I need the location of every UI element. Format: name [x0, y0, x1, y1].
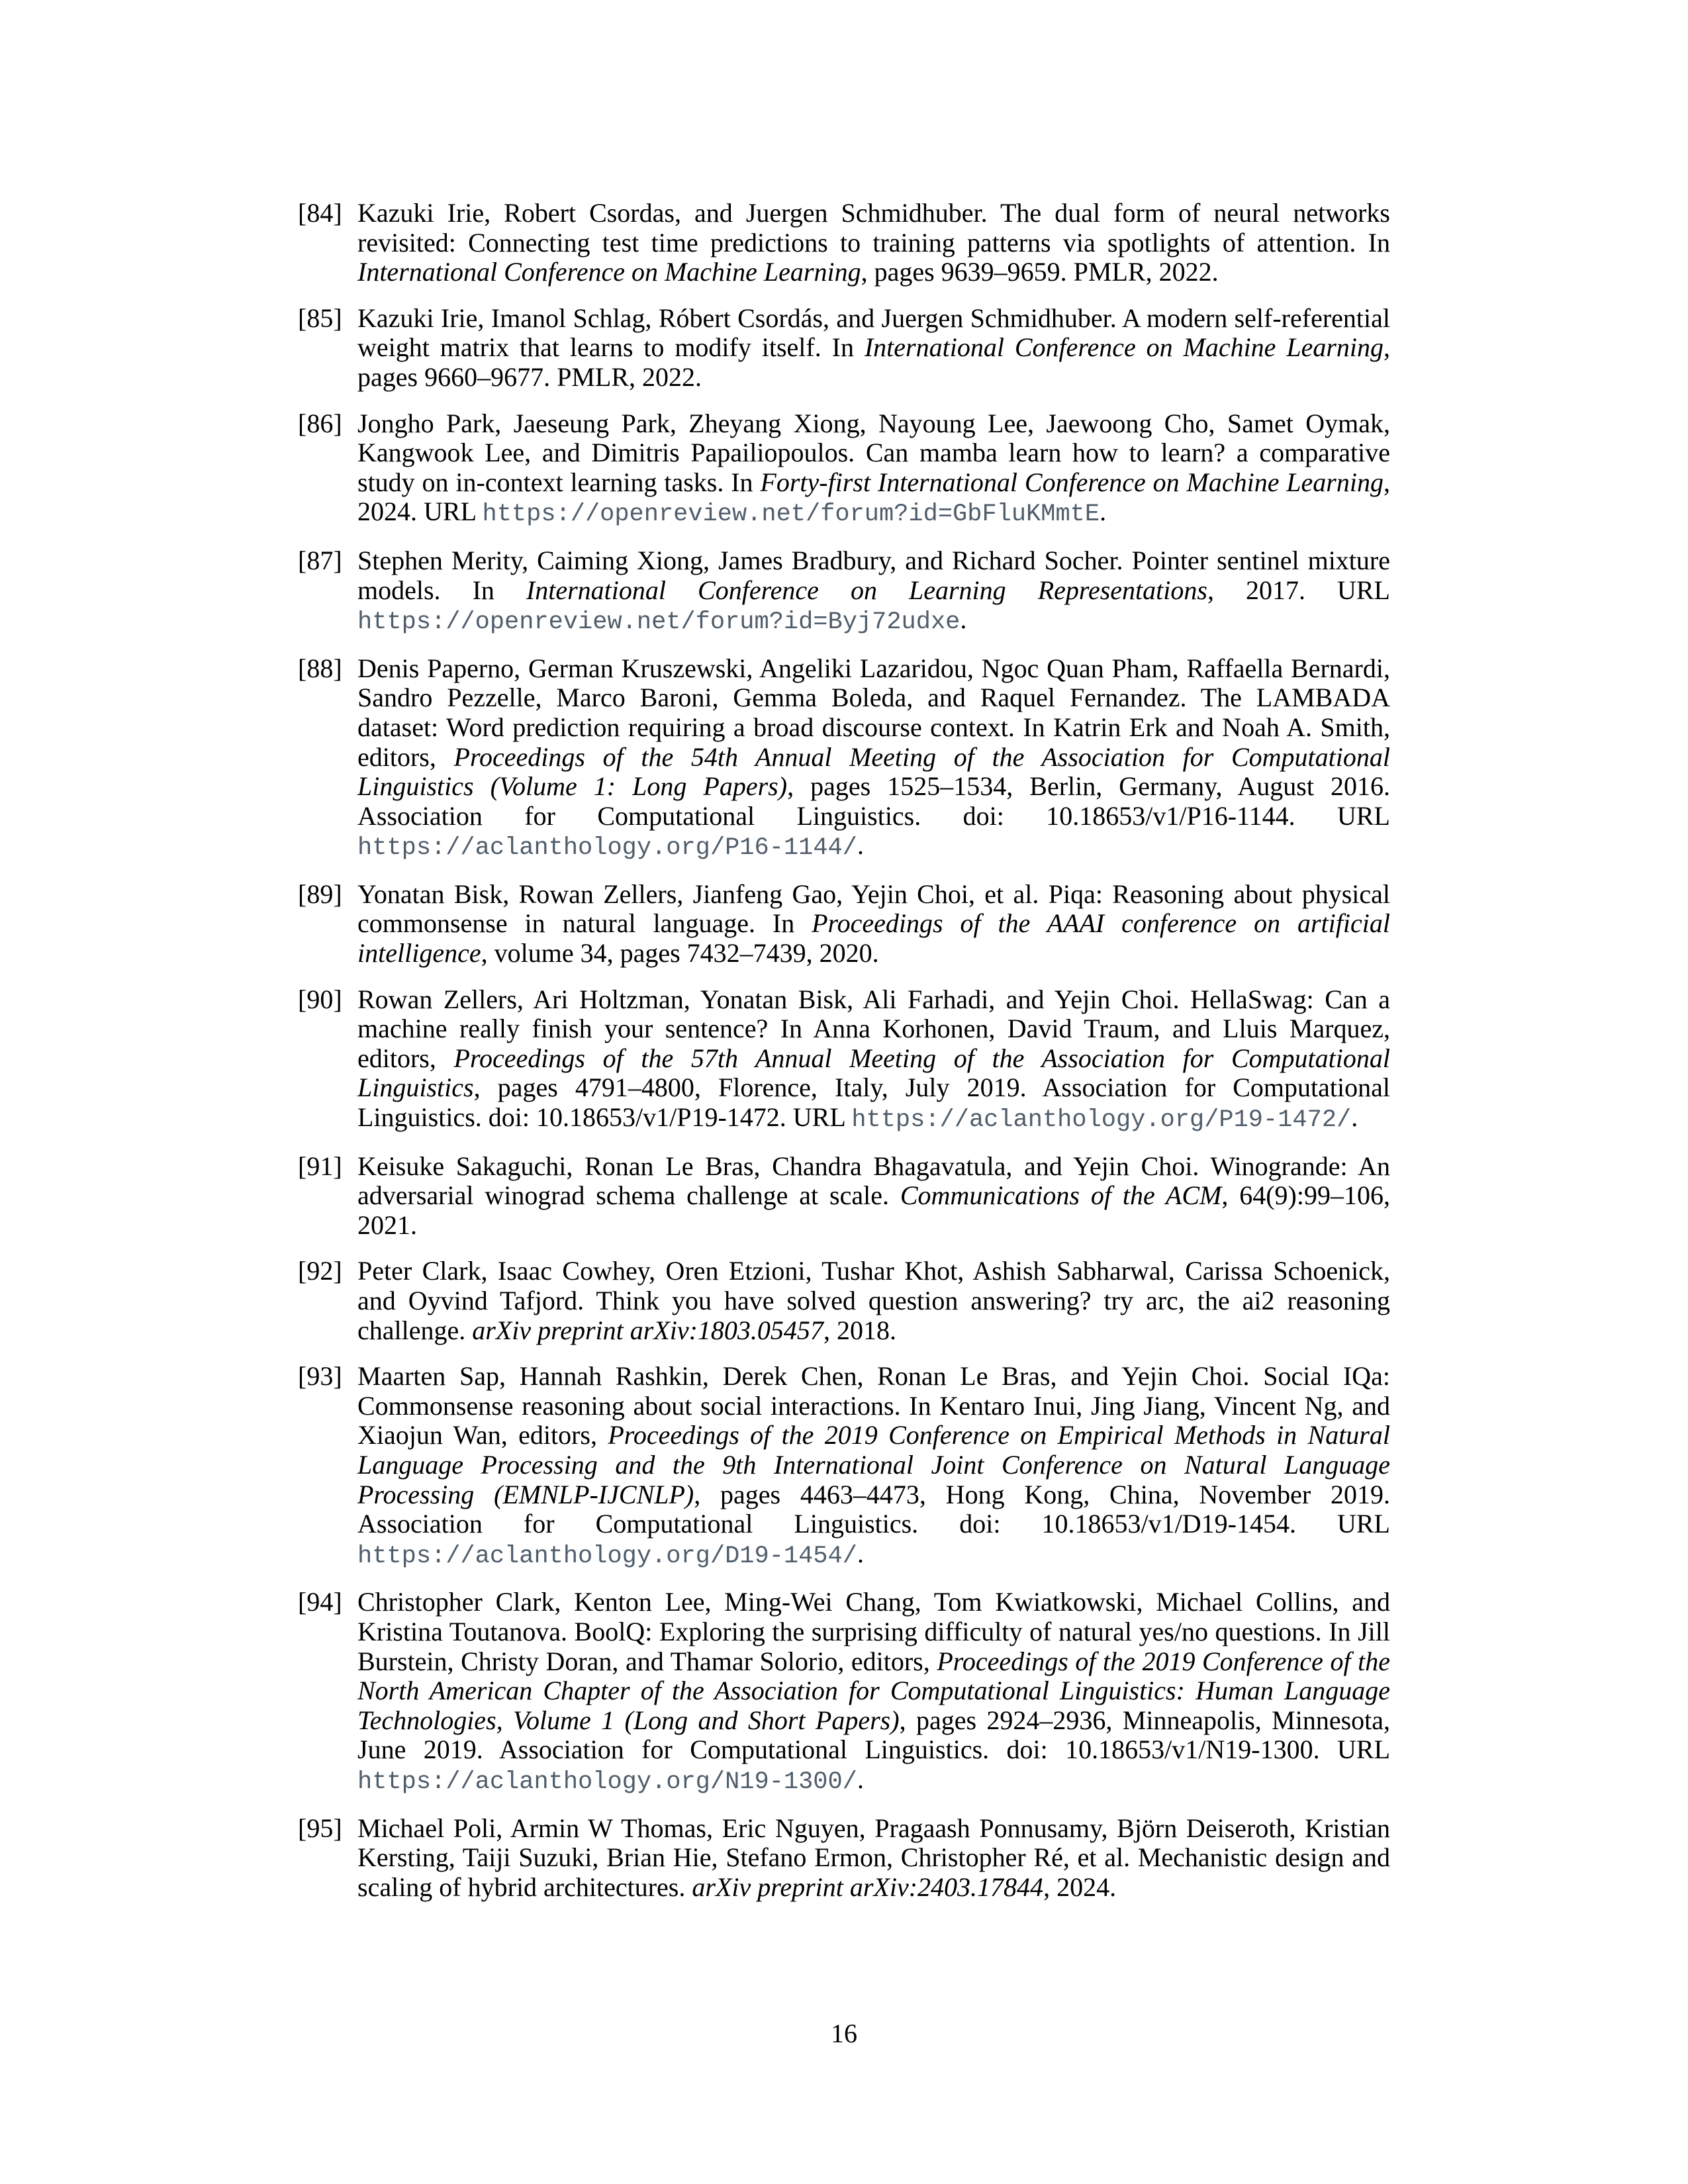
- reference-text: , pages 9660–9677. PMLR, 2022.: [357, 332, 1391, 392]
- reference-venue: Proceedings of the 57th Annual Meeting of the Association for Computational Linguistics: [357, 1043, 1390, 1103]
- reference-text: Jongho Park, Jaeseung Park, Zheyang Xiong, Nayoung Lee, Jaewoong Cho, Samet Oymak, Kangwook Lee, and Dimitris Papailiopoulos. Can mamba learn how to learn? a comparative study on in-context learning tasks. In: [357, 408, 1390, 497]
- reference-venue: Proceedings of the 54th Annual Meeting of the Association for Computational Linguistics (Volume 1: Long Papers): [357, 741, 1390, 802]
- reference-entry: [298, 304, 1390, 393]
- reference-entry: [298, 985, 1390, 1135]
- reference-number: [95]: [298, 1813, 342, 1843]
- reference-url-link[interactable]: https://aclanthology.org/P19-1472/: [851, 1106, 1352, 1135]
- reference-text: .: [857, 830, 864, 861]
- page-number: 16: [831, 2018, 857, 2048]
- reference-text: , pages 1525–1534, Berlin, Germany, August 2016. Association for Computational Linguistics. doi: 10.18653/v1/P16-1144. URL: [357, 771, 1390, 831]
- reference-venue: International Conference on Machine Learning: [357, 257, 861, 287]
- reference-text: Rowan Zellers, Ari Holtzman, Yonatan Bisk, Ali Farhadi, and Yejin Choi. HellaSwag: Can a machine really finish your sentence? In Anna Korhonen, David Traum, and Lluis Marquez, editors,: [357, 984, 1390, 1073]
- reference-url-link[interactable]: https://openreview.net/forum?id=Byj72udxe: [357, 608, 961, 637]
- reference-venue: Proceedings of the AAAI conference on artificial intelligence: [357, 908, 1390, 969]
- reference-entry: [298, 880, 1390, 969]
- reference-text: .: [1351, 1102, 1358, 1133]
- reference-number: [87]: [298, 545, 342, 575]
- reference-text: Peter Clark, Isaac Cowhey, Oren Etzioni, Tushar Khot, Ashish Sabharwal, Carissa Schoenick, and Oyvind Tafjord. Think you have solved question answering? try arc, the ai2 reasoning challenge.: [357, 1256, 1390, 1345]
- reference-text: .: [960, 604, 967, 635]
- reference-venue: arXiv preprint arXiv:2403.17844: [692, 1872, 1044, 1902]
- reference-text: .: [1100, 497, 1107, 527]
- reference-number: [86]: [298, 408, 342, 438]
- reference-url-link[interactable]: https://openreview.net/forum?id=GbFluKMmtE: [482, 500, 1100, 529]
- reference-text: Keisuke Sakaguchi, Ronan Le Bras, Chandra Bhagavatula, and Yejin Choi. Winogrande: An adversarial winograd schema challenge at scale.: [357, 1151, 1390, 1211]
- reference-list: [298, 199, 1390, 1919]
- reference-entry: [298, 409, 1390, 530]
- reference-text: Kazuki Irie, Robert Csordas, and Juergen Schmidhuber. The dual form of neural networks revisited: Connecting test time predictions to training patterns via spotlights of attention. In: [357, 198, 1390, 258]
- reference-text: , 2024. URL: [357, 467, 1390, 527]
- reference-venue: arXiv preprint arXiv:1803.05457: [472, 1315, 823, 1345]
- reference-text: Kazuki Irie, Imanol Schlag, Róbert Csordás, and Juergen Schmidhuber. A modern self-referential weight matrix that learns to modify itself. In: [357, 303, 1390, 363]
- reference-text: Christopher Clark, Kenton Lee, Ming-Wei Chang, Tom Kwiatkowski, Michael Collins, and Kristina Toutanova. BoolQ: Exploring the surprising difficulty of natural yes/no questions. In Jill Burstein, Christy Doran, and Thamar Solorio, editors,: [357, 1587, 1390, 1676]
- reference-text: , pages 4463–4473, Hong Kong, China, November 2019. Association for Computational Linguistics. doi: 10.18653/v1/D19-1454. URL: [357, 1479, 1390, 1539]
- reference-entry: [298, 1362, 1390, 1571]
- reference-number: [89]: [298, 878, 342, 909]
- reference-text: , 2018.: [823, 1315, 896, 1345]
- reference-text: Maarten Sap, Hannah Rashkin, Derek Chen, Ronan Le Bras, and Yejin Choi. Social IQa: Commonsense reasoning about social interactions. In Kentaro Inui, Jing Jiang, Vincent Ng, and Xiaojun Wan, editors,: [357, 1361, 1390, 1450]
- reference-venue: International Conference on Learning Representations: [526, 575, 1207, 605]
- reference-number: [85]: [298, 303, 342, 333]
- reference-text: Denis Paperno, German Kruszewski, Angeliki Lazaridou, Ngoc Quan Pham, Raffaella Bernardi, Sandro Pezzelle, Marco Baroni, Gemma Boleda, and Raquel Fernandez. The LAMBADA dataset: Word prediction requiring a broad discourse context. In Katrin Erk and Noah A. Smith, editors,: [357, 653, 1390, 772]
- reference-text: , pages 9639–9659. PMLR, 2022.: [861, 257, 1219, 287]
- reference-url-link[interactable]: https://aclanthology.org/D19-1454/: [357, 1542, 857, 1570]
- reference-entry: [298, 199, 1390, 287]
- reference-number: [94]: [298, 1587, 342, 1617]
- reference-venue: Proceedings of the 2019 Conference on Empirical Methods in Natural Language Processing and the 9th International Joint Conference on Natural Language Processing (EMNLP-IJCNLP): [357, 1420, 1390, 1509]
- reference-text: .: [857, 1538, 864, 1568]
- reference-text: , pages 4791–4800, Florence, Italy, July 2019. Association for Computational Linguistics. doi: 10.18653/v1/P19-1472. URL: [357, 1072, 1390, 1133]
- reference-number: [90]: [298, 984, 342, 1014]
- reference-number: [88]: [298, 653, 342, 683]
- reference-text: , 2024.: [1043, 1872, 1117, 1902]
- reference-venue: International Conference on Machine Learning: [864, 332, 1384, 363]
- reference-text: Michael Poli, Armin W Thomas, Eric Nguyen, Pragaash Ponnusamy, Björn Deiseroth, Kristian Kersting, Taiji Suzuki, Brian Hie, Stefano Ermon, Christopher Ré, et al. Mechanistic design and scaling of hybrid architectures.: [357, 1813, 1390, 1902]
- reference-url-link[interactable]: https://aclanthology.org/N19-1300/: [357, 1768, 857, 1796]
- reference-entry: [298, 1814, 1390, 1903]
- reference-entry: [298, 546, 1390, 638]
- reference-entry: [298, 1257, 1390, 1345]
- reference-venue: Forty-first International Conference on Machine Learning: [760, 467, 1383, 497]
- reference-text: , 64(9):99–106, 2021.: [357, 1180, 1390, 1240]
- reference-entry: [298, 1152, 1390, 1241]
- reference-number: [92]: [298, 1256, 342, 1286]
- reference-venue: Communications of the ACM: [900, 1180, 1222, 1211]
- reference-number: [84]: [298, 198, 342, 228]
- reference-entry: [298, 654, 1390, 863]
- reference-venue: Proceedings of the 2019 Conference of the North American Chapter of the Association for Computational Linguistics: Human Language Technologies, Volume 1 (Long and Short Papers): [357, 1646, 1390, 1735]
- reference-text: Stephen Merity, Caiming Xiong, James Bradbury, and Richard Socher. Pointer sentinel mixture models. In: [357, 545, 1390, 605]
- reference-text: Yonatan Bisk, Rowan Zellers, Jianfeng Gao, Yejin Choi, et al. Piqa: Reasoning about physical commonsense in natural language. In: [357, 878, 1390, 939]
- reference-number: [93]: [298, 1361, 342, 1392]
- reference-entry: [298, 1588, 1390, 1797]
- reference-text: , pages 2924–2936, Minneapolis, Minnesota, June 2019. Association for Computational Linguistics. doi: 10.18653/v1/N19-1300. URL: [357, 1705, 1391, 1765]
- reference-url-link[interactable]: https://aclanthology.org/P16-1144/: [357, 834, 857, 863]
- reference-text: .: [857, 1764, 864, 1794]
- reference-text: , volume 34, pages 7432–7439, 2020.: [481, 938, 879, 969]
- reference-number: [91]: [298, 1151, 342, 1181]
- reference-text: , 2017. URL: [1207, 575, 1390, 605]
